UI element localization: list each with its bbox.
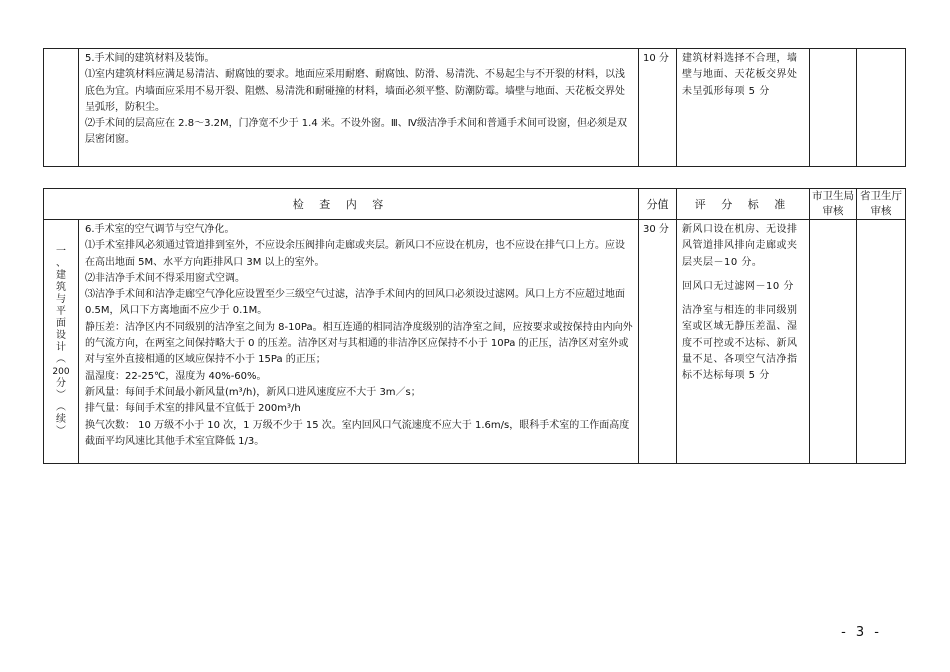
category-char: 一 [56, 245, 66, 257]
content-paragraph: 新风量：每间手术间最小新风量(m³/h)，新风口进风速度应不大于 3m／s； [85, 386, 421, 398]
top-score-cell: 10 分 [639, 49, 677, 167]
content-heading: 5.手术间的建筑材料及装饰。 [85, 53, 215, 64]
content-paragraph: ⑴手术室排风必须通过管道排到室外，不应设余压阀排向走廊或夹层。新风口不应设在机房，也不应设在排气口上方。应设在高出地面 5M、水平方向距排风口 3M 以上的室外。 [85, 240, 625, 268]
category-char: 与 [56, 293, 66, 305]
main-content-cell [79, 220, 639, 464]
content-paragraph: 换气次数： 10 万级不小于 10 次，1 万级不少于 15 次。室内回风口气流速度不应大于 1.6m/s，眼科手术室的工作面高度截面平均风速比其他手术室宜降低 1/3。 [85, 419, 630, 447]
city-review-cell[interactable] [810, 220, 857, 464]
criteria-item: 洁净室与相连的非同级别室或区域无静压差温、湿度不可控或不达标、新风量不足、各项空气洁净指标不达标每项 5 分 [682, 305, 798, 382]
content-heading: 6.手术室的空气调节与空气净化。 [85, 224, 235, 235]
content-paragraph: 温湿度：22-25℃，湿度为 40%-60%。 [85, 370, 267, 382]
header-province-review: 省卫生厅审核 [857, 189, 906, 220]
content-paragraph: 排气量：每间手术室的排风量不宜低于 200m³/h [85, 403, 301, 415]
category-char: 平 [56, 305, 66, 317]
main-score-cell: 30 分 [639, 220, 677, 464]
top-province-review-cell [857, 49, 906, 167]
main-criteria-cell [677, 220, 810, 464]
content-paragraph: 静压差：洁净区内不同级别的洁净室之间为 8-10Pa。相互连通的相同洁净度级别的洁净室之间，应按要求或按保持由内向外的气流方向，在两室之间保持略大于 0 的压差。洁净区对与其相通的非洁净区应保持不小于 10Pa 的正压，洁净区对室外或对与室外直接相通的区域应保持不小于 15Pa 的正压； [85, 321, 633, 366]
category-char: 筑 [56, 281, 66, 293]
top-table [43, 48, 906, 167]
category-char: 建 [56, 269, 66, 281]
content-paragraph: ⑵非洁净手术间不得采用窗式空调。 [85, 272, 245, 284]
category-char: 计 [56, 341, 66, 353]
header-criteria: 评 分 标 准 [677, 189, 810, 220]
category-char: 200 [52, 366, 70, 377]
content-paragraph: ⑴室内建筑材料应满足易清洁、耐腐蚀的要求。地面应采用耐磨、耐腐蚀、防滑、易清洗、不易起尘与不开裂的材料，以浅底色为宜。内墙面应采用不易开裂、阻燃、易清洗和耐碰撞的材料，墙面必须平整、防潮防霉。墙壁与地面、天花板交界处呈弧形，防积尘。 [85, 69, 625, 113]
page-number: - 3 - [841, 625, 882, 640]
category-char: 、 [56, 257, 66, 269]
header-content-label: 检 查 内 容 [292, 198, 390, 211]
top-category-cell [44, 49, 79, 167]
category-char: ︵ [56, 353, 66, 365]
header-city-review: 市卫生局审核 [810, 189, 857, 220]
main-table [43, 188, 906, 464]
category-char: 设 [56, 329, 66, 341]
category-char: ︵ [56, 401, 66, 413]
content-paragraph: ⑶洁净手术间和洁净走廊空气净化应设置至少三级空气过滤，洁净手术间内的回风口必须设过滤网。风口上方不应超过地面 0.5M，风口下方离地面不应少于 0.1M。 [85, 289, 625, 317]
category-char: 分 [56, 377, 66, 389]
header-content [44, 189, 639, 220]
category-char: 续 [56, 413, 66, 425]
criteria-item: 回风口无过滤网－10 分 [682, 280, 794, 292]
criteria-item: 新风口设在机房、无设排风管道排风排向走廊或夹层夹层－10 分。 [682, 224, 798, 268]
top-content-cell [79, 49, 639, 167]
category-cell [44, 220, 79, 464]
header-score: 分值 [639, 189, 677, 220]
content-paragraph: ⑵手术间的层高应在 2.8～3.2M，门净宽不少于 1.4 米。不设外窗。Ⅲ、Ⅳ级洁净手术间和普通手术间可设窗，但必须是双层密闭窗。 [85, 118, 627, 146]
top-criteria-cell: 建筑材料选择不合理，墙壁与地面、天花板交界处未呈弧形每项 5 分 [677, 49, 810, 167]
category-char: 面 [56, 317, 66, 329]
top-city-review-cell [810, 49, 857, 167]
category-char: ︶ [56, 389, 66, 401]
province-review-cell[interactable] [857, 220, 906, 464]
category-char: ︶ [56, 425, 66, 437]
